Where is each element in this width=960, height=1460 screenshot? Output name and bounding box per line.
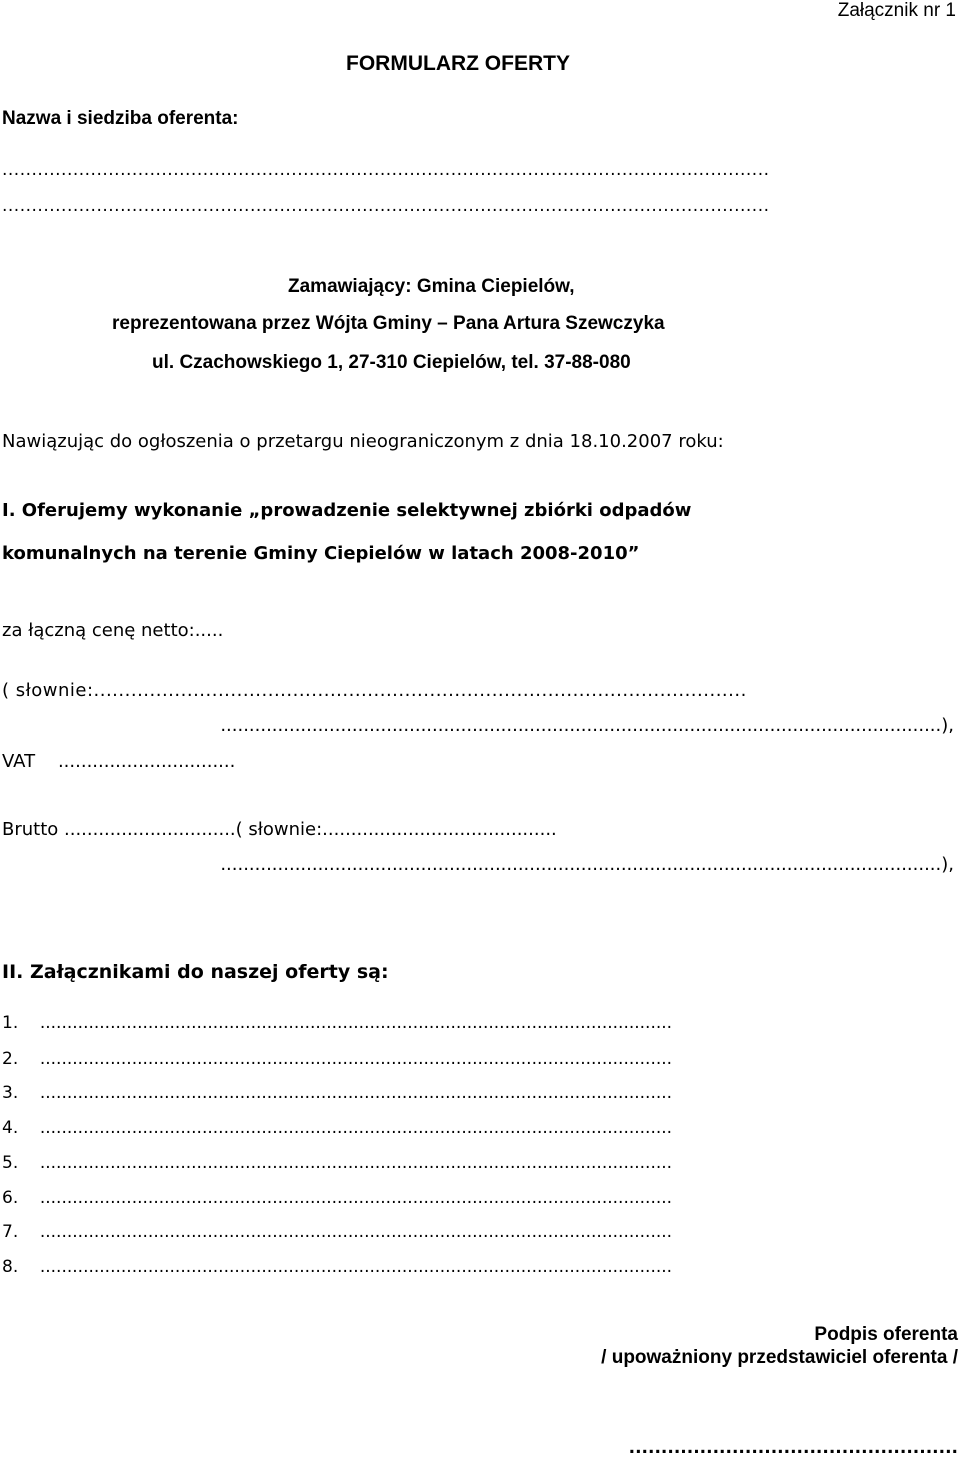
signature-representative: / upoważniony przedstawiciel oferenta / <box>601 1347 958 1368</box>
net-price-words-line-1: ( słownie:......................................................................................................... <box>2 680 747 701</box>
offer-line-1: I. Oferujemy wykonanie „prowadzenie selektywnej zbiórki odpadów <box>2 500 692 521</box>
vat-line: VAT ............................... <box>2 751 236 772</box>
attachment-item-5: 5. ..................................................................................................................... <box>2 1153 673 1173</box>
contracting-party-line-2: reprezentowana przez Wójta Gminy – Pana Artura Szewczyka <box>112 313 665 334</box>
bidder-name-label: Nazwa i siedziba oferenta: <box>2 108 239 129</box>
attachment-item-4: 4. ..................................................................................................................... <box>2 1118 673 1138</box>
attachment-label: Załącznik nr 1 <box>837 0 956 21</box>
net-price-line: za łączną cenę netto:..... <box>2 620 224 641</box>
contracting-party-line-3: ul. Czachowskiego 1, 27-310 Ciepielów, tel. 37-88-080 <box>152 352 631 373</box>
gross-price-words-line-2: ..............................................................................................................................), <box>220 854 954 875</box>
offer-line-2: komunalnych na terenie Gminy Ciepielów w latach 2008-2010” <box>2 543 640 564</box>
attachment-item-1: 1. ..................................................................................................................... <box>2 1013 673 1033</box>
form-title: FORMULARZ OFERTY <box>346 52 570 75</box>
attachment-item-2: 2. ..................................................................................................................... <box>2 1049 673 1069</box>
attachment-item-8: 8. ..................................................................................................................... <box>2 1257 673 1277</box>
signature-dots: ................................................... <box>628 1438 958 1458</box>
net-price-words-line-2: ..............................................................................................................................), <box>220 715 954 736</box>
attachments-heading: II. Załącznikami do naszej oferty są: <box>2 961 389 983</box>
contracting-party-line-1: Zamawiający: Gmina Ciepielów, <box>288 276 575 297</box>
gross-price-line: Brutto ..............................( słownie:......................................... <box>2 819 557 840</box>
reference-text: Nawiązując do ogłoszenia o przetargu nieograniczonym z dnia 18.10.2007 roku: <box>2 431 724 452</box>
attachment-item-3: 3. ..................................................................................................................... <box>2 1083 673 1103</box>
signature-label: Podpis oferenta <box>814 1324 958 1345</box>
attachment-item-6: 6. ..................................................................................................................... <box>2 1188 673 1208</box>
bidder-line-1: .................................................................................................................................. <box>2 160 770 180</box>
attachment-item-7: 7. ..................................................................................................................... <box>2 1222 673 1242</box>
bidder-line-2: .................................................................................................................................. <box>2 196 770 216</box>
